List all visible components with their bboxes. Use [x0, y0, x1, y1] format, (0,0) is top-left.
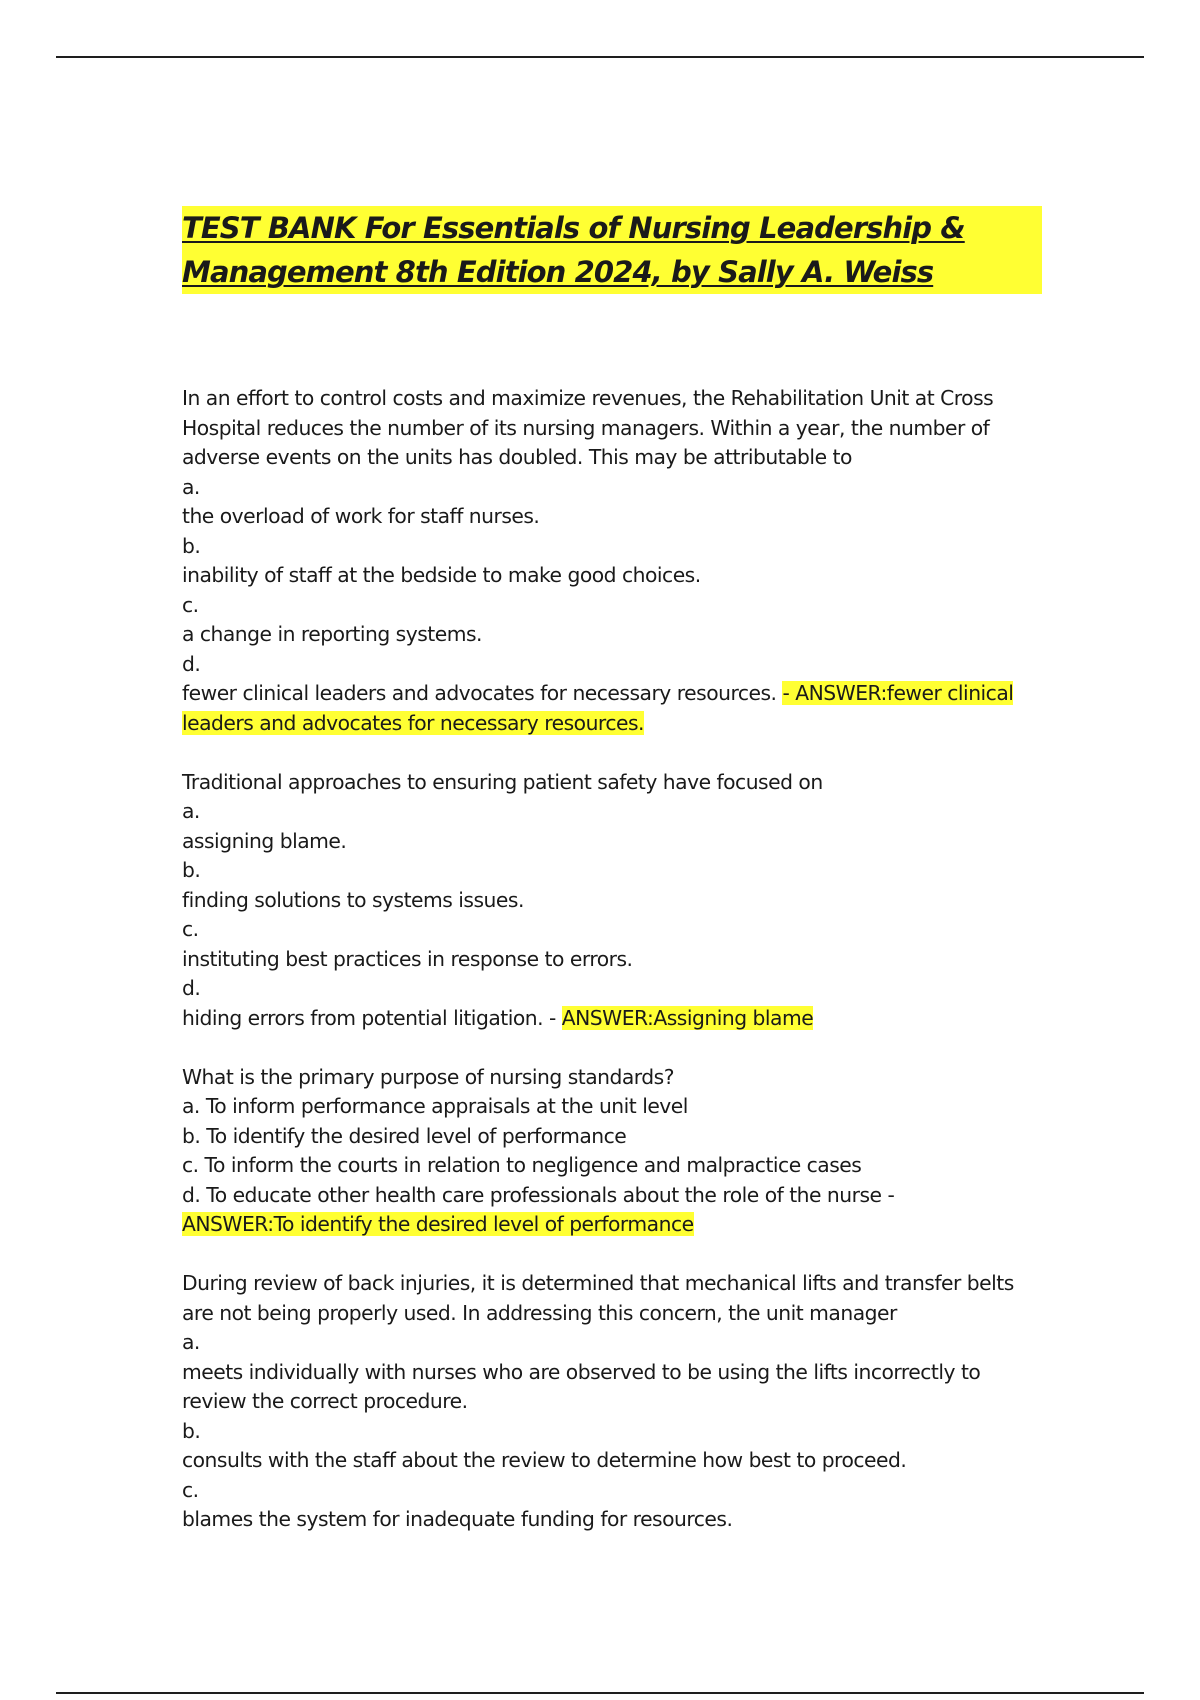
- question-3-option-a: a. To inform performance appraisals at the unit level: [182, 1094, 688, 1118]
- question-1-answer: - ANSWER:fewer clinical leaders and advocates for necessary resources.: [182, 681, 1014, 735]
- question-1-option-d-line: [182, 679, 1042, 738]
- question-3-answer: ANSWER:To identify the desired level of performance: [182, 1212, 694, 1236]
- question-3-option-b: b. To identify the desired level of performance: [182, 1123, 627, 1148]
- document-page: [182, 206, 1042, 1564]
- question-2-option-a-text: assigning blame.: [182, 828, 347, 853]
- question-1-option-b-letter: b.: [182, 533, 201, 558]
- question-4-stem: During review of back injuries, it is determined that mechanical lifts and transfer belts are not being properly used. In addressing this concern, the unit manager: [182, 1271, 1014, 1325]
- question-4-option-b-letter: b.: [182, 1418, 201, 1443]
- question-1-option-a-letter: a.: [182, 474, 200, 499]
- question-4-option-c-text: blames the system for inadequate funding for resources.: [182, 1507, 733, 1531]
- question-2-option-d-line: [182, 1004, 1042, 1034]
- question-3-option-c: c. To inform the courts in relation to negligence and malpractice cases: [182, 1153, 862, 1177]
- question-1-option-d-text: fewer clinical leaders and advocates for necessary resources.: [182, 681, 783, 705]
- question-2-option-a-letter: a.: [182, 799, 200, 823]
- question-4: [182, 1269, 1042, 1535]
- document-title: [182, 206, 1042, 294]
- question-3: [182, 1063, 1042, 1240]
- question-1-option-c-letter: c.: [182, 592, 199, 617]
- title-line-1: TEST BANK For Essentials of Nursing Leadership &: [182, 206, 1042, 250]
- question-1-option-b-text: inability of staff at the bedside to make good choices.: [182, 563, 701, 587]
- question-2-option-b-letter: b.: [182, 858, 201, 882]
- question-3-answer-line: [182, 1210, 1042, 1240]
- question-1-option-d-letter: d.: [182, 651, 201, 676]
- question-list: [182, 384, 1042, 1535]
- question-2-answer: ANSWER:Assigning blame: [561, 1005, 814, 1030]
- question-2-option-d-letter: d.: [182, 976, 201, 1000]
- question-3-stem: What is the primary purpose of nursing standards?: [182, 1064, 674, 1089]
- title-line-2: Management 8th Edition 2024, by Sally A. Weiss: [182, 250, 1042, 294]
- question-4-option-a-letter: a.: [182, 1330, 200, 1354]
- question-1-option-a-text: the overload of work for staff nurses.: [182, 504, 540, 528]
- question-3-option-d: d. To educate other health care professionals about the role of the nurse -: [182, 1182, 895, 1207]
- footer-rule: [56, 1692, 1144, 1694]
- question-4-option-b-text: consults with the staff about the review to determine how best to proceed.: [182, 1448, 907, 1472]
- question-2-option-c-letter: c.: [182, 917, 199, 941]
- question-2-stem: Traditional approaches to ensuring patient safety have focused on: [182, 769, 823, 794]
- question-4-option-c-letter: c.: [182, 1477, 199, 1502]
- header-rule: [56, 56, 1144, 58]
- question-2-option-d-text: hiding errors from potential litigation. -: [182, 1005, 562, 1030]
- question-1-option-c-text: a change in reporting systems.: [182, 622, 482, 646]
- question-2-option-b-text: finding solutions to systems issues.: [182, 887, 524, 912]
- question-2: [182, 768, 1042, 1034]
- question-1-stem: In an effort to control costs and maximize revenues, the Rehabilitation Unit at Cross Hospital reduces the number of its nursing managers. Within a year, the number of adverse events on the units has doubled. This may be attributable to: [182, 386, 994, 469]
- question-2-option-c-text: instituting best practices in response to errors.: [182, 946, 633, 971]
- question-4-option-a-text: meets individually with nurses who are observed to be using the lifts incorrectly to review the correct procedure.: [182, 1359, 981, 1413]
- question-1: [182, 384, 1042, 738]
